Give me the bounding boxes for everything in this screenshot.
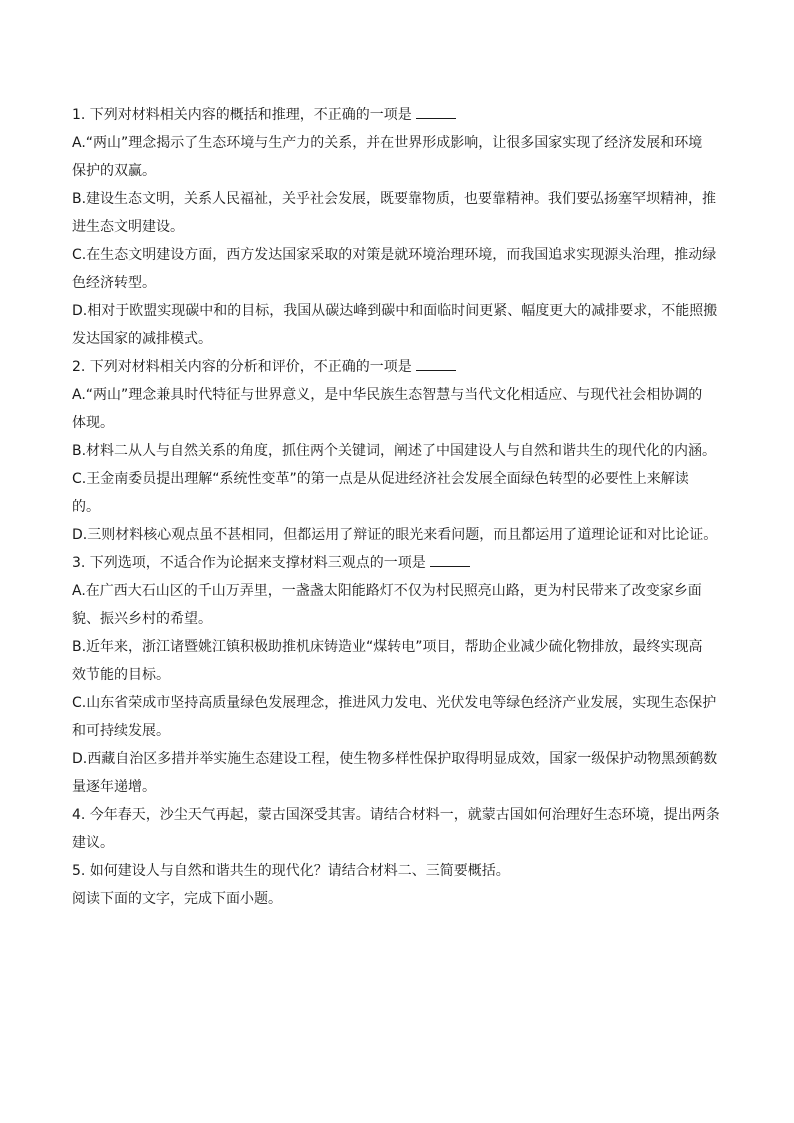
q3-option-c-line2: 和可持续发展。 — [72, 723, 170, 739]
q1-option-b-line2: 进生态文明建设。 — [72, 219, 184, 235]
q3-option-d-line1: D.西藏自治区多措并举实施生态建设工程，使生物多样性保护取得明显成效，国家一级保护动物黑颈鹤数 — [72, 751, 718, 767]
q1-option-c-line1: C.在生态文明建设方面，西方发达国家采取的对策是就环境治理环境，而我国追求实现源头治理，推动绿 — [72, 247, 717, 263]
reading-instruction: 阅读下面的文字，完成下面小题。 — [72, 891, 282, 907]
q1-option-b-line1: B.建设生态文明，关系人民福祉，关乎社会发展，既要靠物质，也要靠精神。我们要弘扬塞罕坝精神，推 — [72, 191, 717, 207]
q1-option-a-line1: A.“两山”理念揭示了生态环境与生产力的关系，并在世界形成影响，让很多国家实现了经济发展和环境 — [72, 135, 703, 151]
q1-option-a-line2: 保护的双赢。 — [72, 163, 156, 179]
question-1-stem-text: 1. 下列对材料相关内容的概括和推理，不正确的一项是 — [72, 107, 412, 123]
q1-option-d-line2: 发达国家的减排模式。 — [72, 331, 212, 347]
question-4-line1: 4. 今年春天，沙尘天气再起，蒙古国深受其害。请结合材料一，就蒙古国如何治理好生态环境，提出两条 — [72, 807, 720, 823]
answer-blank[interactable] — [430, 550, 470, 567]
q2-option-b-line1: B.材料二从人与自然关系的角度，抓住两个关键词，阐述了中国建设人与自然和谐共生的现代化的内涵。 — [72, 443, 717, 459]
question-4-line2: 建议。 — [72, 835, 114, 851]
q1-option-d-line1: D.相对于欧盟实现碳中和的目标，我国从碳达峰到碳中和面临时间更紧、幅度更大的减排要求，不能照搬 — [72, 303, 718, 319]
q3-option-a-line1: A.在广西大石山区的千山万弄里，一盏盏太阳能路灯不仅为村民照亮山路，更为村民带来了改变家乡面 — [72, 583, 702, 599]
document-page — [72, 101, 720, 913]
question-3-stem — [72, 549, 720, 577]
q2-option-c-line1: C.王金南委员提出理解“系统性变革”的第一点是从促进经济社会发展全面绿色转型的必要性上来解读 — [72, 471, 689, 487]
q2-option-c-line2: 的。 — [72, 499, 100, 515]
question-5: 5. 如何建设人与自然和谐共生的现代化？请结合材料二、三简要概括。 — [72, 863, 510, 879]
q2-option-d-line1: D.三则材料核心观点虽不甚相同，但都运用了辩证的眼光来看问题，而且都运用了道理论证和对比论证。 — [72, 527, 718, 543]
q3-option-c-line1: C.山东省荣成市坚持高质量绿色发展理念，推进风力发电、光伏发电等绿色经济产业发展，实现生态保护 — [72, 695, 717, 711]
question-2-stem-text: 2. 下列对材料相关内容的分析和评价，不正确的一项是 — [72, 359, 412, 375]
q3-option-a-line2: 貌、振兴乡村的希望。 — [72, 611, 212, 627]
answer-blank[interactable] — [416, 354, 456, 371]
q2-option-a-line2: 体现。 — [72, 415, 114, 431]
q3-option-b-line2: 效节能的目标。 — [72, 667, 170, 683]
q3-option-b-line1: B.近年来，浙江诸暨姚江镇积极助推机床铸造业“煤转电”项目，帮助企业减少硫化物排放，最终实现高 — [72, 639, 703, 655]
q1-option-c-line2: 色经济转型。 — [72, 275, 156, 291]
question-2-stem — [72, 353, 720, 381]
question-3-stem-text: 3. 下列选项，不适合作为论据来支撑材料三观点的一项是 — [72, 555, 426, 571]
q3-option-d-line2: 量逐年递增。 — [72, 779, 156, 795]
answer-blank[interactable] — [416, 102, 456, 119]
q2-option-a-line1: A.“两山”理念兼具时代特征与世界意义，是中华民族生态智慧与当代文化相适应、与现代社会相协调的 — [72, 387, 703, 403]
question-1-stem — [72, 101, 720, 129]
